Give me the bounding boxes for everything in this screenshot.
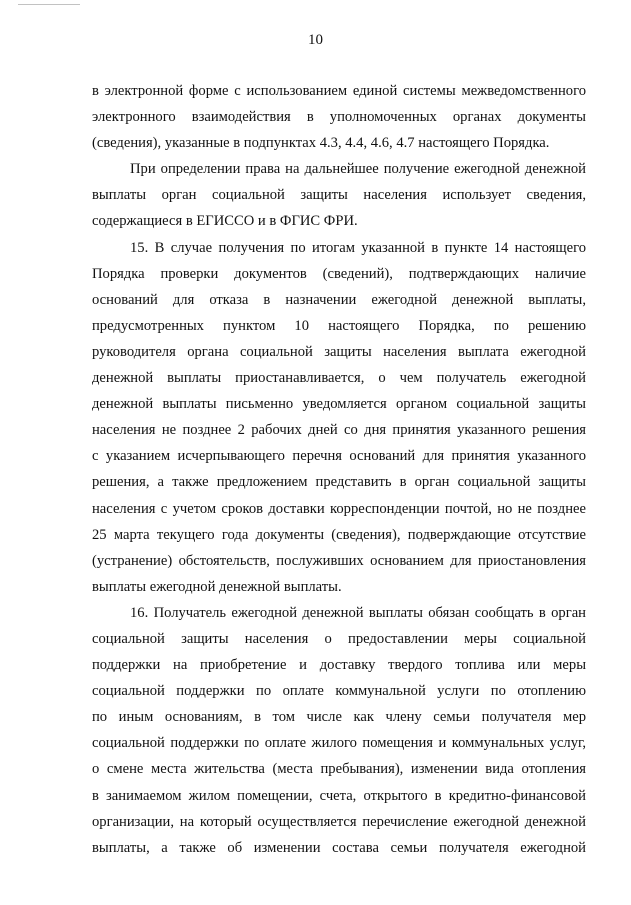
text-line: содержащиеся в ЕГИССО и в ФГИС ФРИ. bbox=[92, 213, 358, 230]
text-line: выплаты ежегодной денежной выплаты. bbox=[92, 578, 342, 595]
text-line: оснований для отказа в назначении ежегодной денежной выплаты, bbox=[92, 291, 586, 308]
page-number: 10 bbox=[308, 32, 323, 48]
text-line: (устранение) обстоятельств, послуживших основанием для приостановления bbox=[92, 552, 586, 569]
text-line: (сведения), указанные в подпунктах 4.3, 4.4, 4.6, 4.7 настоящего Порядка. bbox=[92, 135, 550, 152]
text-line: в электронной форме с использованием единой системы межведомственного bbox=[92, 83, 586, 99]
text-line: с указанием исчерпывающего перечня оснований для принятия указанного bbox=[92, 448, 586, 465]
text-line: Порядка проверки документов (сведений), подтверждающих наличие bbox=[92, 265, 586, 282]
text-line: поддержки на приобретение и доставку твердого топлива или меры bbox=[92, 657, 586, 674]
text-line: 25 марта текущего года документы (сведения), подверждающие отсутствие bbox=[92, 526, 586, 543]
document-body bbox=[92, 78, 586, 861]
text-line: социальной поддержки по оплате жилого помещения и коммунальных услуг, bbox=[92, 735, 586, 752]
text-line: организации, на который осуществляется перечисление ежегодной денежной bbox=[92, 813, 586, 830]
scan-artifact-line bbox=[18, 4, 80, 5]
text-line: руководителя органа социальной защиты населения выплата ежегодной bbox=[92, 343, 586, 360]
text-line: предусмотренных пунктом 10 настоящего Порядка, по решению bbox=[92, 317, 586, 334]
text-line: решения, а также предложением представить в орган социальной защиты bbox=[92, 474, 586, 491]
text-line: социальной поддержки по оплате коммунальной услуги по отоплению bbox=[92, 683, 586, 700]
text-line: 15. В случае получения по итогам указанной в пункте 14 настоящего bbox=[130, 239, 586, 256]
text-line: денежной выплаты письменно уведомляется органом социальной защиты bbox=[92, 396, 586, 413]
text-line: социальной защиты населения о предоставлении меры социальной bbox=[92, 630, 586, 647]
text-line: электронного взаимодействия в уполномоченных органах документы bbox=[92, 109, 586, 126]
text-line: в занимаемом жилом помещении, счета, открытого в кредитно-финансовой bbox=[92, 787, 586, 804]
text-line: выплаты, а также об изменении состава семьи получателя ежегодной bbox=[92, 839, 586, 856]
text-line: населения с учетом сроков доставки корреспонденции почтой, но не позднее bbox=[92, 500, 586, 517]
text-line: о смене места жительства (места пребывания), изменении вида отопления bbox=[92, 761, 586, 778]
text-line: по иным основаниям, в том числе как члену семьи получателя мер bbox=[92, 709, 586, 726]
text-line: выплаты орган социальной защиты населения использует сведения, bbox=[92, 187, 586, 204]
text-line: денежной выплаты приостанавливается, о чем получатель ежегодной bbox=[92, 370, 586, 387]
text-line: 16. Получатель ежегодной денежной выплаты обязан сообщать в орган bbox=[130, 604, 586, 621]
text-line: При определении права на дальнейшее получение ежегодной денежной bbox=[130, 161, 586, 178]
text-line: населения не позднее 2 рабочих дней со дня принятия указанного решения bbox=[92, 422, 586, 439]
